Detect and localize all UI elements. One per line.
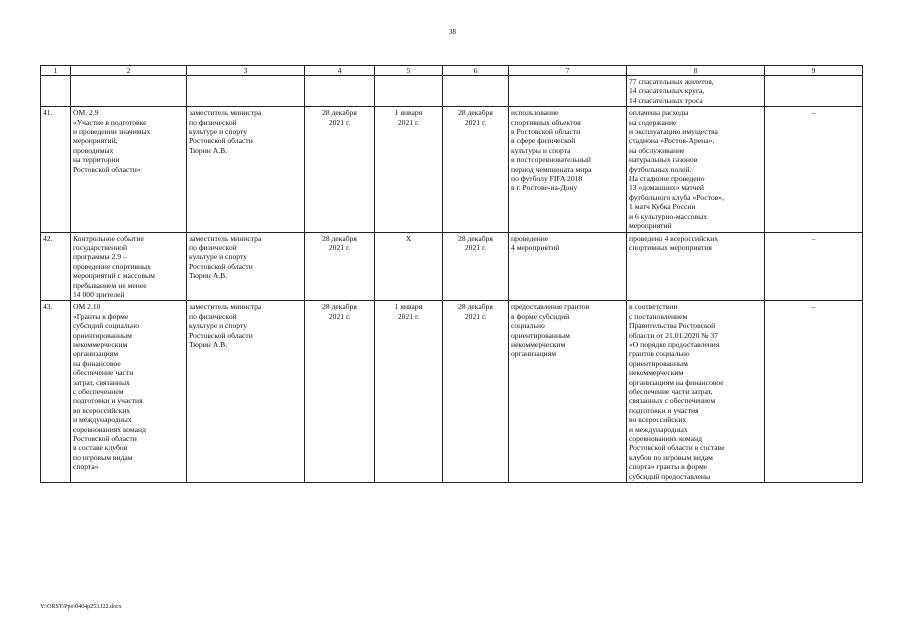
actual-result: проведено 4 всероссийских спортивных мероприятия (627, 232, 765, 301)
note: – (765, 107, 863, 232)
row-number: 42. (41, 232, 71, 301)
fact-end-date: 28 декабря 2021 г. (443, 301, 509, 483)
header-cell: 6 (443, 66, 509, 76)
row-number: 43. (41, 301, 71, 483)
event-name: Контрольное событие государственной программы 2.9 – проведение спортивных мероприятий с массовым пребыванием не менее 14 000 зрителей (71, 232, 187, 301)
expected-result (509, 76, 627, 107)
report-table (40, 65, 863, 483)
plan-end-date: 1 января 2021 г. (375, 301, 443, 483)
fact-end-date: 28 декабря 2021 г. (443, 107, 509, 232)
event-name (71, 76, 187, 107)
event-name: ОМ. 2.9 «Участие в подготовке и проведении значимых мероприятий, проводимых на территории Ростовской области» (71, 107, 187, 232)
table-row (41, 76, 863, 107)
plan-start-date: 28 декабря 2021 г. (305, 232, 375, 301)
fact-end-date (443, 76, 509, 107)
header-cell: 1 (41, 66, 71, 76)
actual-result: 77 спасательных жилетов, 14 спасательных круга, 14 спасательных троса (627, 76, 765, 107)
expected-result: предоставление грантов в форме субсидий социально ориентированным некоммерческим организациям (509, 301, 627, 483)
table-row (41, 301, 863, 483)
header-cell: 8 (627, 66, 765, 76)
note: – (765, 232, 863, 301)
row-number (41, 76, 71, 107)
actual-result: оплачены расходы на содержание и эксплуатацию имущества стадиона «Ростов-Арена», на обслуживание натуральных газонов футбольных полей. На стадионе проведено 13 «домашних» матчей футбольного клуба «Ростов», 1 матч Кубка России и 6 культурно-массовых мероприятий (627, 107, 765, 232)
file-path-footer: Y:\ORST\Ppo\0404p253.f22.docx (40, 604, 122, 610)
plan-end-date: X (375, 232, 443, 301)
plan-start-date: 28 декабря 2021 г. (305, 107, 375, 232)
note: – (765, 301, 863, 483)
actual-result: в соответствии с постановлением Правительства Ростовской области от 21.01.2020 № 37 «О порядке предоставления грантов социально ориентированным некоммерческим организациям на финансовое обеспечение части затрат, связанных с обеспечением подготовки и участия во всероссийских и международных соревнованиях команд Ростовской области в составе клубов по игровым видам спорта» гранты в форме субсидий предоставлены (627, 301, 765, 483)
expected-result: проведение 4 мероприятий (509, 232, 627, 301)
fact-end-date: 28 декабря 2021 г. (443, 232, 509, 301)
header-cell: 7 (509, 66, 627, 76)
note (765, 76, 863, 107)
responsible-person: заместитель министра по физической культуре и спорту Ростовской области Тюрин А.В. (187, 232, 305, 301)
plan-start-date (305, 76, 375, 107)
header-cell: 4 (305, 66, 375, 76)
responsible-person (187, 76, 305, 107)
plan-start-date: 28 декабря 2021 г. (305, 301, 375, 483)
header-cell: 2 (71, 66, 187, 76)
table-row (41, 107, 863, 232)
plan-end-date (375, 76, 443, 107)
header-cell: 5 (375, 66, 443, 76)
table-row (41, 232, 863, 301)
expected-result: использование спортивных объектов в Ростовской области в сфере физической культуры и спорта в постсоревновательный период чемпионата мира по футболу FIFA 2018 в г. Ростове-на-Дону (509, 107, 627, 232)
page-number: 38 (449, 28, 456, 36)
responsible-person: заместитель министра по физической культуре и спорту Ростовской области Тюрин А.В. (187, 107, 305, 232)
header-cell: 3 (187, 66, 305, 76)
responsible-person: заместитель министра по физической культуре и спорту Ростовской области Тюрин А.В. (187, 301, 305, 483)
header-row (41, 66, 863, 76)
row-number: 41. (41, 107, 71, 232)
event-name: ОМ 2.10 «Гранты в форме субсидий социально ориентированным некоммерческим организациям на финансовое обеспечение части затрат, связанных с обеспечением подготовки и участия во всероссийских и международных соревнованиях команд Ростовской области в составе клубов по игровым видам спорта» (71, 301, 187, 483)
plan-end-date: 1 января 2021 г. (375, 107, 443, 232)
header-cell: 9 (765, 66, 863, 76)
